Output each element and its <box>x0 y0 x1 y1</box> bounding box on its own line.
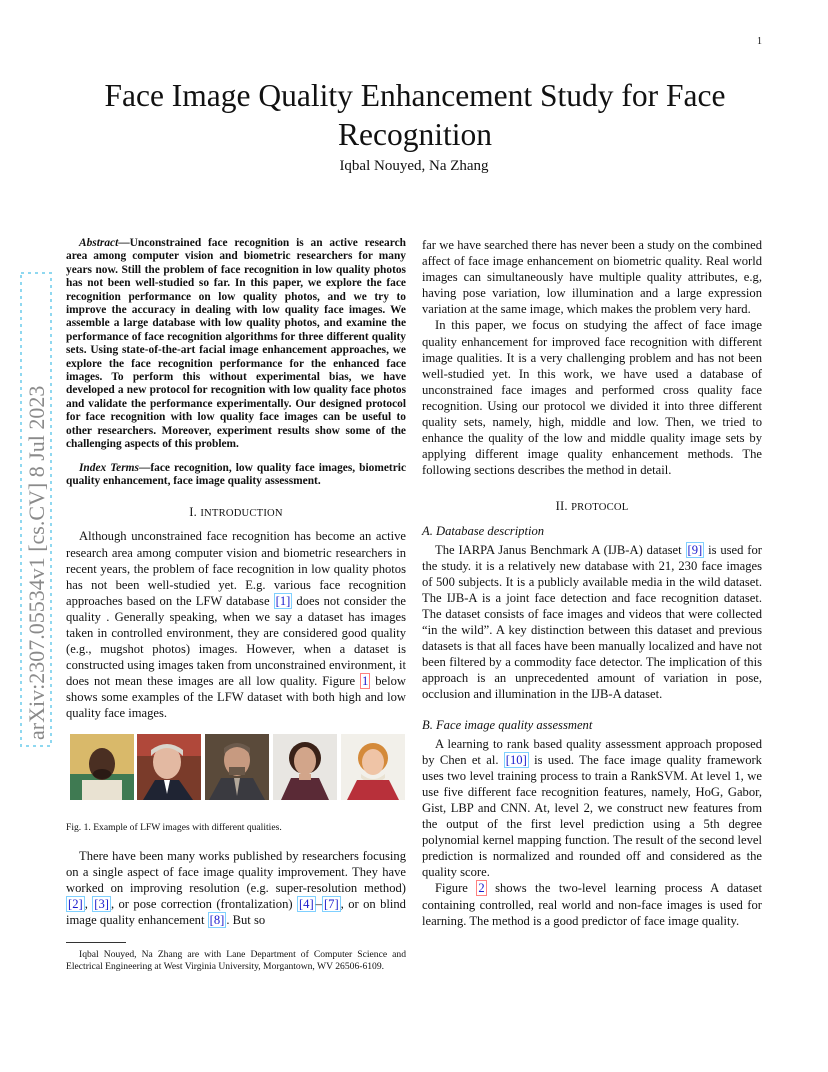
index-terms: Index Terms—face recognition, low quality face images, biometric quality enhancement, face image quality assessment. <box>66 461 406 487</box>
citation-link-4[interactable]: [4] <box>298 896 314 911</box>
page-number: 1 <box>757 36 762 47</box>
right-column <box>422 237 762 929</box>
index-terms-label: Index Terms <box>79 461 139 474</box>
intro-paragraph-1: Although unconstrained face recognition has become an active research area among computer vision and biometric researchers in recent years, the problem of face recognition in low quality photos has not been well-studied yet. E.g. various face recognition approaches based on the LFW database [1] does not consider the quality . Generally speaking, when we say a dataset has images taken in controlled environment, they are considered good quality (e.g., mugshot photos) images. However, when a dataset is constructed using images taken from unconstrained environment, it does not mean these images are all low quality. Figure 1 below shows some examples of the LFW dataset with both high and low quality face images. <box>66 529 406 721</box>
citation-link-2[interactable]: [2] <box>68 896 83 911</box>
citation-link-8[interactable]: [8] <box>209 912 225 927</box>
arxiv-identifier-stamp <box>20 272 52 747</box>
abstract-label: Abstract <box>79 237 119 249</box>
paper-title: Face Image Quality Enhancement Study for Face Recognition <box>104 78 726 152</box>
database-paragraph: The IARPA Janus Benchmark A (IJB-A) dataset [9] is used for the study. it is a relatively new database with 21, 230 face images of 500 subjects. It is a publicly available media in the wild dataset. The IJB-A is a joint face detection and face recognition dataset. The dataset consists of face images and videos that were collected “in the wild”. A key distinction between this dataset and previous datasets is that all faces have been manually localized and have not been filtered by a commodity face detector. The implication of this approach is an unprecedented amount of variation in pose, occlusion and illumination in the IJB-A dataset. <box>422 542 762 702</box>
face-image-2 <box>137 734 201 800</box>
citation-link-1[interactable]: [1] <box>275 593 291 608</box>
intro-paragraph-2: There have been many works published by researchers focusing on a single aspect of face image quality improvement. They have worked on improving resolution (e.g. super-resolution method) [2] , [3] , or pose correction (frontalization) [4] – [7] , or on blind image quality enhancement [8] . But so <box>66 848 406 927</box>
subsection-heading-quality-assessment: B. Face image quality assessment <box>422 717 593 732</box>
section-title: PROTOCOL <box>571 502 629 514</box>
section-title: INTRODUCTION <box>200 508 283 520</box>
subsection-heading-database: A. Database description <box>422 523 545 538</box>
figure-1-caption: Fig. 1. Example of LFW images with different qualities. <box>66 821 282 833</box>
author-affiliation-footnote: Iqbal Nouyed, Na Zhang are with Lane Department of Computer Science and Electrical Engineering at West Virginia University, Morgantown, WV 26506-6109. <box>66 949 406 972</box>
author-list: Iqbal Nouyed, Na Zhang <box>339 158 489 174</box>
face-image-4 <box>273 734 337 800</box>
citation-link-3[interactable]: [3] <box>94 896 109 911</box>
face-image-1 <box>70 734 134 800</box>
abstract-text: Unconstrained face recognition is an active research area among computer vision and biometric researchers for many years now. Still the problem of face recognition in low quality photos has not been well-studied so far. In this paper, we explore the face recognition performance on low quality photos, and we try to improve the accuracy in dealing with low quality face images. We assemble a large database with low quality photos, and examine the performance of face recognition algorithms for three different quality sets. Using state-of-the-art facial image enhancement approaches, we explore the face recognition performance for the enhanced face images. To perform this without experimental bias, we have developed a new protocol for recognition with low quality face photos and validate the performance experimentally. Our designed protocol for face recognition with low quality face images can be useful to other researchers. Moreover, experiment results show some of the challenging aspects of this problem. <box>66 237 406 451</box>
arxiv-id-text: arXiv:2307.05534v1 [cs.CV] 8 Jul 2023 <box>24 385 49 740</box>
face-image-3 <box>205 734 269 800</box>
figure-link-2[interactable]: 2 <box>478 881 485 896</box>
figure-2-paragraph: Figure 2 shows the two-level learning process A dataset containing controlled, real world and non-face images is used for learning. The method is a good predictor of face image quality. <box>422 881 762 928</box>
abstract: Abstract—Unconstrained face recognition is an active research area among computer vision and biometric researchers for many years now. Still the problem of face recognition in low quality photos has not been well-studied so far. In this paper, we explore the face recognition performance on low quality photos, and we try to improve the accuracy in dealing with low quality face images. We assemble a large database with low quality photos, and examine the performance of face recognition algorithms for three different quality sets. Using state-of-the-art facial image enhancement approaches, we explore the face recognition performance for the enhanced face images. To perform this without experimental bias, we have developed a new protocol for recognition with low quality face photos and validate the performance experimentally. Our designed protocol for face recognition with low quality face images can be useful to other researchers. Moreover, experiment results show some of the challenging aspects of this problem. <box>66 237 406 451</box>
section-heading-introduction: I. INTRODUCTION <box>189 505 283 520</box>
footnote-divider <box>66 942 126 943</box>
left-column <box>66 237 406 972</box>
quality-assessment-paragraph: A learning to rank based quality assessment approach proposed by Chen et al. [10] is used. The face image quality framework uses two level training process to train a RankSVM. At level 1, we use five different face recognition features, namely, HoG, Gabor, Gist, LBP and CNN. At, level 2, we construct new features from the output of the first level prediction using a 5th degree polynomial kernel mapping function. The result of the second level prediction is normalized and rounded off and considered as the quality score. <box>422 736 762 880</box>
citation-link-10[interactable]: [10] <box>505 752 527 767</box>
figure-1 <box>70 734 406 800</box>
figure-link-1[interactable]: 1 <box>362 674 369 689</box>
section-heading-protocol: II. PROTOCOL <box>555 499 629 514</box>
intro-paragraph-2-continued: far we have searched there has never been a study on the combined affect of face image enhancement on biometric quality. Real world images can simultaneously have multiple quality attributes, e.g, having pose variation, low illumination and a large expression variation at the same image, which makes the problem very hard. <box>422 238 762 317</box>
citation-link-9[interactable]: [9] <box>687 542 703 557</box>
intro-paragraph-3: In this paper, we focus on studying the affect of face image quality enhancement for improved face recognition with different image qualities. It is a very challenging problem and has not been well-studied yet. In this work, we have used a database of unconstrained face images and performed cross quality face recognition. Using our protocol we divided it into three different quality sets, namely, high, middle and low. Then, we tried to enhance the quality of the low and middle quality image sets by applying different image quality enhancement methods. The following sections describes the method in detail. <box>422 318 762 478</box>
citation-link-7[interactable]: [7] <box>323 896 339 911</box>
index-terms-text: face recognition, low quality face images, biometric quality enhancement, face image quality assessment. <box>66 461 406 487</box>
face-image-5 <box>341 734 405 800</box>
